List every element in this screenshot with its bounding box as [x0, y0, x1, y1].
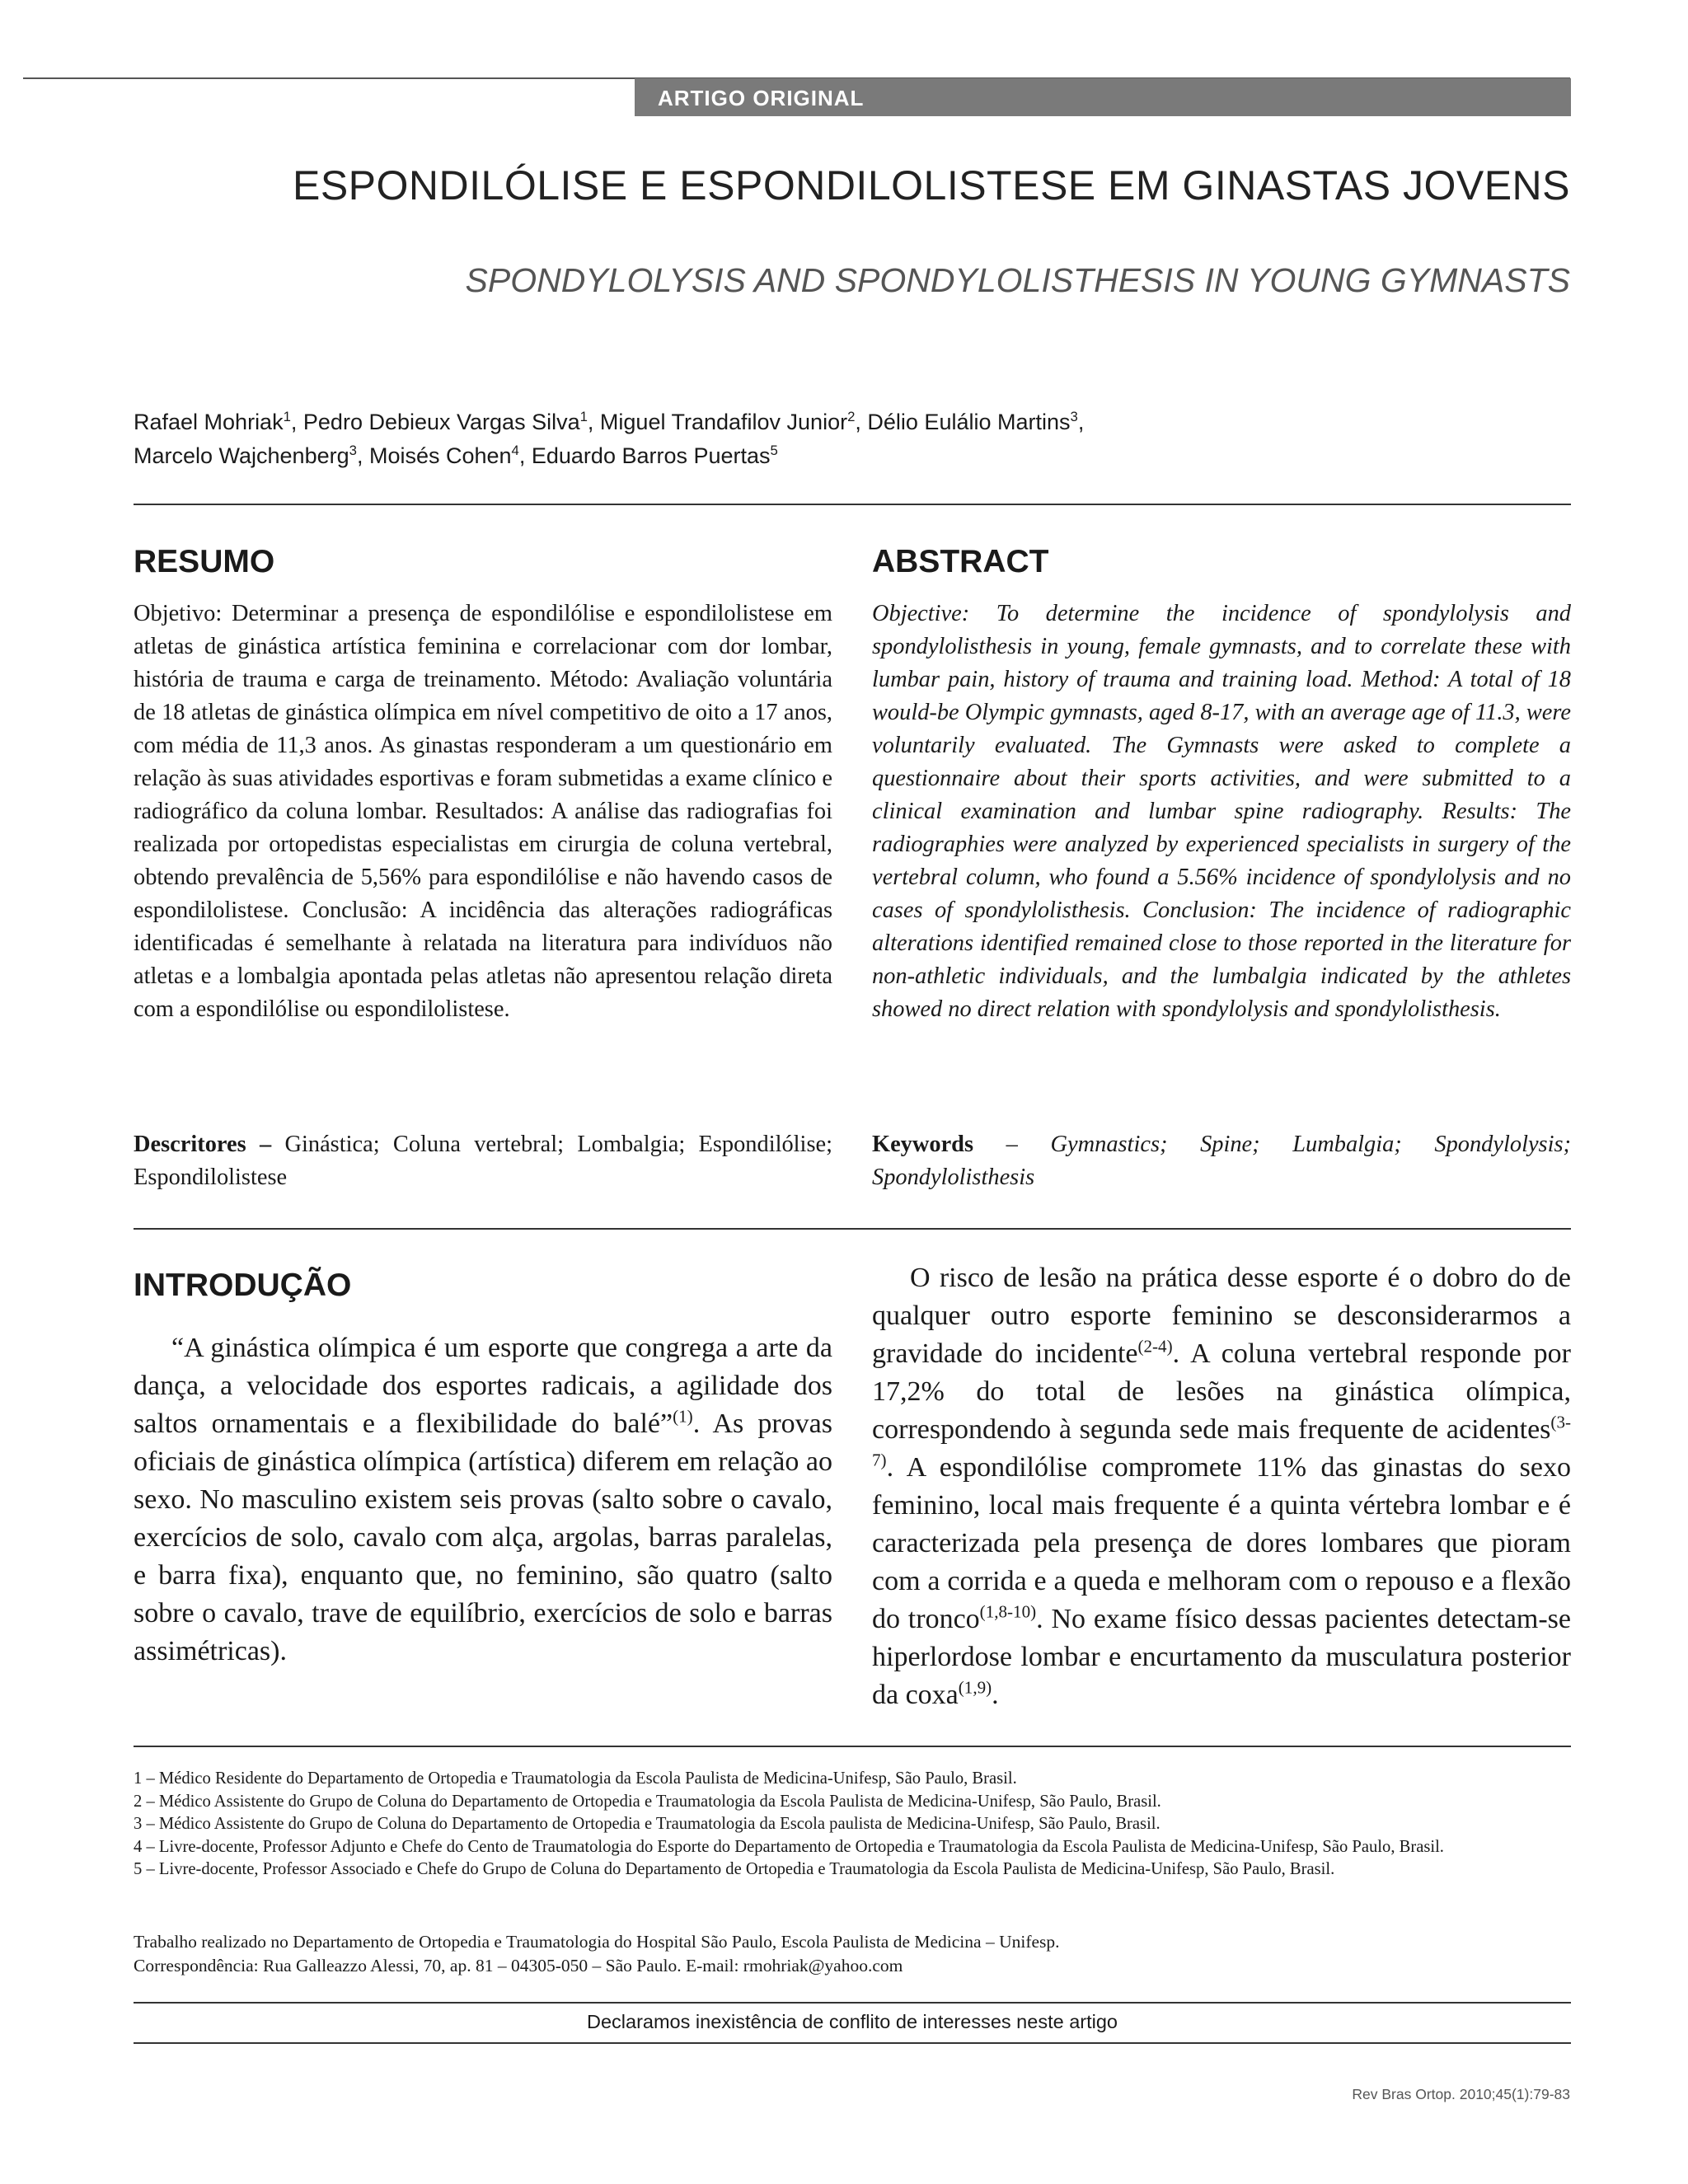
- keywords-list: Gymnastics; Spine; Lumbalgia; Spondylolysis; Spondylolisthesis: [872, 1132, 1571, 1190]
- divider: [134, 1746, 1571, 1747]
- author: Eduardo Barros Puertas$^5$: [531, 443, 778, 468]
- journal-citation: Rev Bras Ortop. 2010;45(1):79-83: [1352, 2086, 1570, 2102]
- intro-heading: INTRODUÇÃO: [134, 1268, 352, 1303]
- abstract-keywords: Keywords – Gymnastics; Spine; Lumbalgia; Spondylolysis; Spondylolisthesis: [872, 1132, 1571, 1190]
- section-label: ARTIGO ORIGINAL: [658, 86, 865, 110]
- footnote: 4 – Livre-docente, Professor Adjunto e Chefe do Cento de Traumatologia do Esporte do Departamento de Ortopedia e Traumatologia da Escola Paulista de Medicina-Unifesp, São Paulo, Brasil.: [134, 1837, 1444, 1856]
- intro-column-right: [872, 1259, 1571, 1714]
- author: Marcelo Wajchenberg$^3$,: [134, 443, 369, 468]
- abstract-heading: ABSTRACT: [872, 544, 1049, 579]
- work-info: [134, 1930, 1571, 1977]
- intro-paragraph: “A ginástica olímpica é um esporte que congrega a arte da dança, a velocidade dos esportes radicais, a agilidade dos saltos ornamentais e a flexibilidade do balé”$^{(1)}$. As provas oficiais de ginástica olímpica (artística) diferem em relação ao sexo. No masculino existem seis provas (salto sobre o cavalo, exercícios de solo, cavalo com alça, argolas, barras paralelas, e barra fixa), enquanto que, no feminino, são quatro (salto sobre o cavalo, trave de equilíbrio, exercícios de solo e barras assimétricas).: [134, 1333, 832, 1666]
- author: Miguel Trandafilov Junior$^2$,: [599, 409, 868, 434]
- resumo-text: Objetivo: Determinar a presença de espondilólise e espondilolistese em atletas de ginástica artística feminina e correlacionar com dor lombar, história de trauma e carga de treinamento. Método: Avaliação voluntária de 18 atletas de ginástica olímpica em nível competitivo de oito a 17 anos, com média de 11,3 anos. As ginastas responderam a um questionário em relação às suas atividades esportivas e foram submetidas a exame clínico e radiográfico da coluna lombar. Resultados: A análise das radiografias foi realizada por ortopedistas especialistas em cirurgia de coluna vertebral, obtendo prevalência de 5,56% para espondilólise e não havendo casos de espondilolistese. Conclusão: A incidência das alterações radiográficas identificadas é semelhante à relatada na literatura para indivíduos não atletas e a lombalgia apontada pelas atletas não apresentou relação direta com a espondilólise ou espondilolistese.: [134, 601, 832, 1022]
- intro-paragraph: O risco de lesão na prática desse esporte é o dobro do de qualquer outro esporte feminino se desconsiderarmos a gravidade do incidente$^{(2-4)}$. A coluna vertebral responde por 17,2% do total de lesões na ginástica olímpica, correspondendo à segunda sede mais frequente de acidentes$^{(3-7)}$. A espondilólise compromete 11% das ginastas do sexo feminino, local mais frequente é a quinta vértebra lombar e é caracterizada pela presença de dores lombares que pioram com a corrida e a queda e melhoram com o repouso e a flexão do tronco$^{(1,8-10)}$. No exame físico dessas pacientes detectam-se hiperlordose lombar e encurtamento da musculatura posterior da coxa$^{(1,9)}$.: [872, 1263, 1571, 1710]
- author-list: [134, 405, 1571, 473]
- section-banner: [635, 78, 1571, 116]
- divider: [134, 2042, 1571, 2044]
- author: Rafael Mohriak$^1$,: [134, 409, 303, 434]
- conflict-statement: Declaramos inexistência de conflito de interesses neste artigo: [587, 2011, 1118, 2032]
- keywords-list: Ginástica; Coluna vertebral; Lombalgia; Espondilólise; Espondilolistese: [134, 1132, 832, 1190]
- footnote: 2 – Médico Assistente do Grupo de Coluna do Departamento de Ortopedia e Traumatologia da Escola Paulista de Medicina-Unifesp, São Paulo, Brasil.: [134, 1792, 1161, 1811]
- article-title: ESPONDILÓLISE E ESPONDILOLISTESE EM GINASTAS JOVENS: [292, 162, 1570, 209]
- correspondence-line: Correspondência: Rua Galleazzo Alessi, 70, ap. 81 – 04305-050 – São Paulo. E-mail: rmohriak@yahoo.com: [134, 1955, 903, 1975]
- divider: [134, 1228, 1571, 1230]
- divider: [134, 504, 1571, 505]
- abstract-text: Objective: To determine the incidence of spondylolysis and spondylolisthesis in young, female gymnasts, and to correlate these with lumbar pain, history of trauma and training load. Method: A total of 18 would-be Olympic gymnasts, aged 8-17, with an average age of 11.3, were voluntarily evaluated. The Gymnasts were asked to complete a questionnaire about their sports activities, and were submitted to a clinical examination and lumbar spine radiography. Results: The radiographies were analyzed by experienced specialists in surgery of the vertebral column, who found a 5.56% incidence of spondylolysis and no cases of spondylolisthesis. Conclusion: The incidence of radiographic alterations identified remained close to those reported in the literature for non-athletic individuals, and the lumbalgia indicated by the athletes showed no direct relation with spondylolysis and spondylolisthesis.: [872, 601, 1571, 1022]
- affiliation-footnotes: [134, 1768, 1571, 1882]
- author: Pedro Debieux Vargas Silva$^1$,: [302, 409, 600, 434]
- author: Moisés Cohen$^4$,: [368, 443, 532, 468]
- institution-line: Trabalho realizado no Departamento de Ortopedia e Traumatologia do Hospital São Paulo, Escola Paulista de Medicina – Unifesp.: [134, 1932, 1060, 1952]
- intro-column-left: [134, 1329, 832, 1671]
- divider: [134, 2002, 1571, 2004]
- keywords-label: Keywords: [872, 1132, 974, 1157]
- keywords-label: Descritores –: [134, 1132, 272, 1157]
- article-subtitle: SPONDYLOLYSIS AND SPONDYLOLISTHESIS IN YOUNG GYMNASTS: [465, 261, 1570, 299]
- footnote: 1 – Médico Residente do Departamento de Ortopedia e Traumatologia da Escola Paulista de Medicina-Unifesp, São Paulo, Brasil.: [134, 1769, 1017, 1788]
- footnote: 5 – Livre-docente, Professor Associado e Chefe do Grupo de Coluna do Departamento de Ortopedia e Traumatologia da Escola Paulista de Medicina-Unifesp, São Paulo, Brasil.: [134, 1860, 1335, 1878]
- footnote: 3 – Médico Assistente do Grupo de Coluna do Departamento de Ortopedia e Traumatologia da Escola paulista de Medicina-Unifesp, São Paulo, Brasil.: [134, 1815, 1160, 1833]
- resumo-heading: RESUMO: [134, 544, 275, 579]
- resumo-keywords: [134, 1128, 832, 1194]
- author: Délio Eulálio Martins$^3$,: [867, 409, 1085, 434]
